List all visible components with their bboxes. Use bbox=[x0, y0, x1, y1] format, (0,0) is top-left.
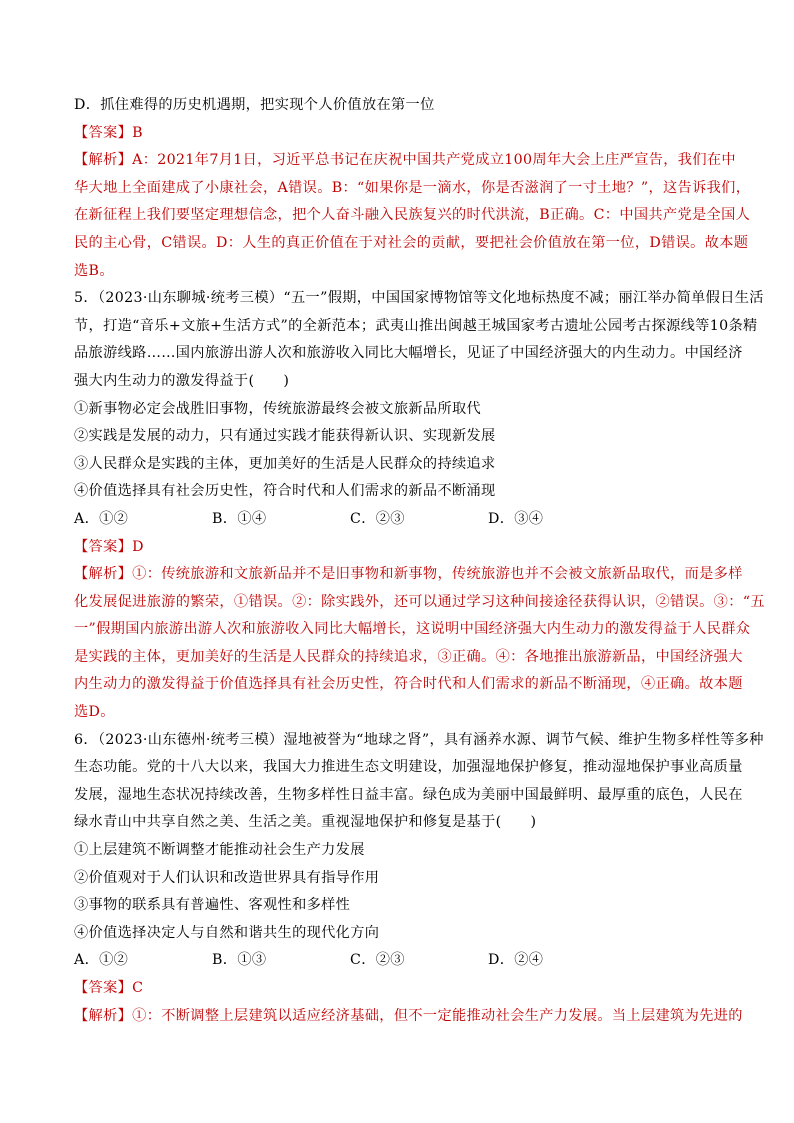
analysis-line: 化发展促进旅游的繁荣，①错误。②：除实践外，还可以通过学习这种间接途径获得认识，②错误。③：“五 bbox=[74, 593, 765, 610]
analysis-line: 内生动力的激发得益于价值选择具有社会历史性，符合时代和人们需求的新品不断涌现，④正确。故本题 bbox=[74, 676, 743, 693]
statement-line: ③人民群众是实践的主体，更加美好的生活是人民群众的持续追求 bbox=[74, 455, 496, 472]
question-line: 生态功能。党的十八大以来，我国大力推进生态文明建设，加强湿地保护修复，推动湿地保护事业高质量 bbox=[74, 759, 743, 776]
answer-tag: 【答案】 bbox=[74, 124, 133, 141]
analysis-line: 民的主心骨，C错误。D：人生的真正价值在于对社会的贡献，要把社会价值放在第一位，D错误。故本题 bbox=[74, 234, 749, 251]
analysis-text: ①：传统旅游和文旅新品并不是旧事物和新事物，传统旅游也并不会被文旅新品取代，而是多样 bbox=[132, 566, 743, 583]
question-line: 节，打造“音乐+文旅+生活方式”的全新范本；武夷山推出闽越王城国家考古遗址公园考古探源线等10条精 bbox=[74, 317, 758, 334]
answer-value: B bbox=[132, 124, 143, 141]
choice-option: D．②④ bbox=[488, 952, 544, 969]
choice-option: A．①② bbox=[74, 952, 129, 969]
analysis-tag: 【解析】 bbox=[74, 1007, 133, 1024]
analysis-line: 在新征程上我们要坚定理想信念，把个人奋斗融入民族复兴的时代洪流，B正确。C：中国共产党是全国人 bbox=[74, 207, 751, 224]
choice-option: C．②③ bbox=[350, 952, 405, 969]
analysis-line: 华大地上全面建成了小康社会，A错误。B：“如果你是一滴水，你是否滋润了一寸土地？”，这告诉我们， bbox=[74, 179, 751, 196]
question-line: 5．（2023·山东聊城·统考三模）“五一”假期，中国国家博物馆等文化地标热度不减；丽江举办简单假日生活 bbox=[74, 290, 764, 307]
statement-line: ④价值选择具有社会历史性，符合时代和人们需求的新品不断涌现 bbox=[74, 483, 496, 500]
analysis-tag: 【解析】 bbox=[74, 566, 133, 583]
answer-value: D bbox=[132, 538, 144, 555]
statement-line: ②实践是发展的动力，只有通过实践才能获得新认识、实现新发展 bbox=[74, 428, 496, 445]
analysis-tag: 【解析】 bbox=[74, 152, 133, 169]
statement-line: ②价值观对于人们认识和改造世界具有指导作用 bbox=[74, 869, 380, 886]
question-line: 绿水青山中共享自然之美、生活之美。重视湿地保护和修复是基于( ) bbox=[74, 814, 537, 831]
analysis-line: 一”假期国内旅游出游人次和旅游收入同比大幅增长，这说明中国经济强大内生动力的激发得益于人民群众 bbox=[74, 621, 751, 638]
choice-option: A．①② bbox=[74, 510, 129, 527]
analysis-text: ①：不断调整上层建筑以适应经济基础，但不一定能推动社会生产力发展。当上层建筑为先进的 bbox=[132, 1007, 743, 1024]
analysis-line: 选B。 bbox=[74, 262, 114, 279]
statement-line: ①上层建筑不断调整才能推动社会生产力发展 bbox=[74, 842, 365, 859]
question-line: 品旅游线路……国内旅游出游人次和旅游收入同比大幅增长，见证了中国经济强大的内生动力。中国经济 bbox=[74, 345, 743, 362]
choice-option: B．①③ bbox=[212, 952, 267, 969]
choice-option: D．③④ bbox=[488, 510, 544, 527]
choice-option: B．①④ bbox=[212, 510, 267, 527]
answer-tag: 【答案】 bbox=[74, 538, 133, 555]
answer-line bbox=[74, 534, 726, 562]
statement-line: ①新事物必定会战胜旧事物，传统旅游最终会被文旅新品所取代 bbox=[74, 400, 482, 417]
analysis-line bbox=[74, 561, 743, 589]
answer-tag: 【答案】 bbox=[74, 980, 133, 996]
statement-line: ③事物的联系具有普遍性、客观性和多样性 bbox=[74, 897, 351, 914]
choice-row bbox=[74, 506, 726, 534]
analysis-text: A：2021年7月1日，习近平总书记在庆祝中国共产党成立100周年大会上庄严宣告，我们在中 bbox=[132, 152, 736, 169]
answer-value: C bbox=[132, 980, 144, 996]
question-line: 6．（2023·山东德州·统考三模）湿地被誉为“地球之肾”，具有涵养水源、调节气候、维护生物多样性等多种 bbox=[74, 731, 764, 748]
analysis-line bbox=[74, 147, 736, 175]
statement-line: ④价值选择决定人与自然和谐共生的现代化方向 bbox=[74, 924, 380, 941]
document-body bbox=[74, 92, 765, 1030]
question-line: 强大内生动力的激发得益于( ) bbox=[74, 372, 290, 389]
choice-option: C．②③ bbox=[350, 510, 405, 527]
analysis-line: 是实践的主体，更加美好的生活是人民群众的持续追求，③正确。④：各地推出旅游新品，中国经济强大 bbox=[74, 648, 743, 665]
answer-line bbox=[74, 975, 726, 1003]
analysis-line bbox=[74, 1003, 743, 1031]
answer-line bbox=[74, 120, 726, 148]
analysis-line: 选D。 bbox=[74, 704, 115, 721]
option-line: D．抓住难得的历史机遇期，把实现个人价值放在第一位 bbox=[74, 97, 435, 113]
question-line: 发展，湿地生态状况持续改善，生物多样性日益丰富。绿色成为美丽中国最鲜明、最厚重的底色，人民在 bbox=[74, 786, 743, 803]
choice-row bbox=[74, 947, 726, 975]
